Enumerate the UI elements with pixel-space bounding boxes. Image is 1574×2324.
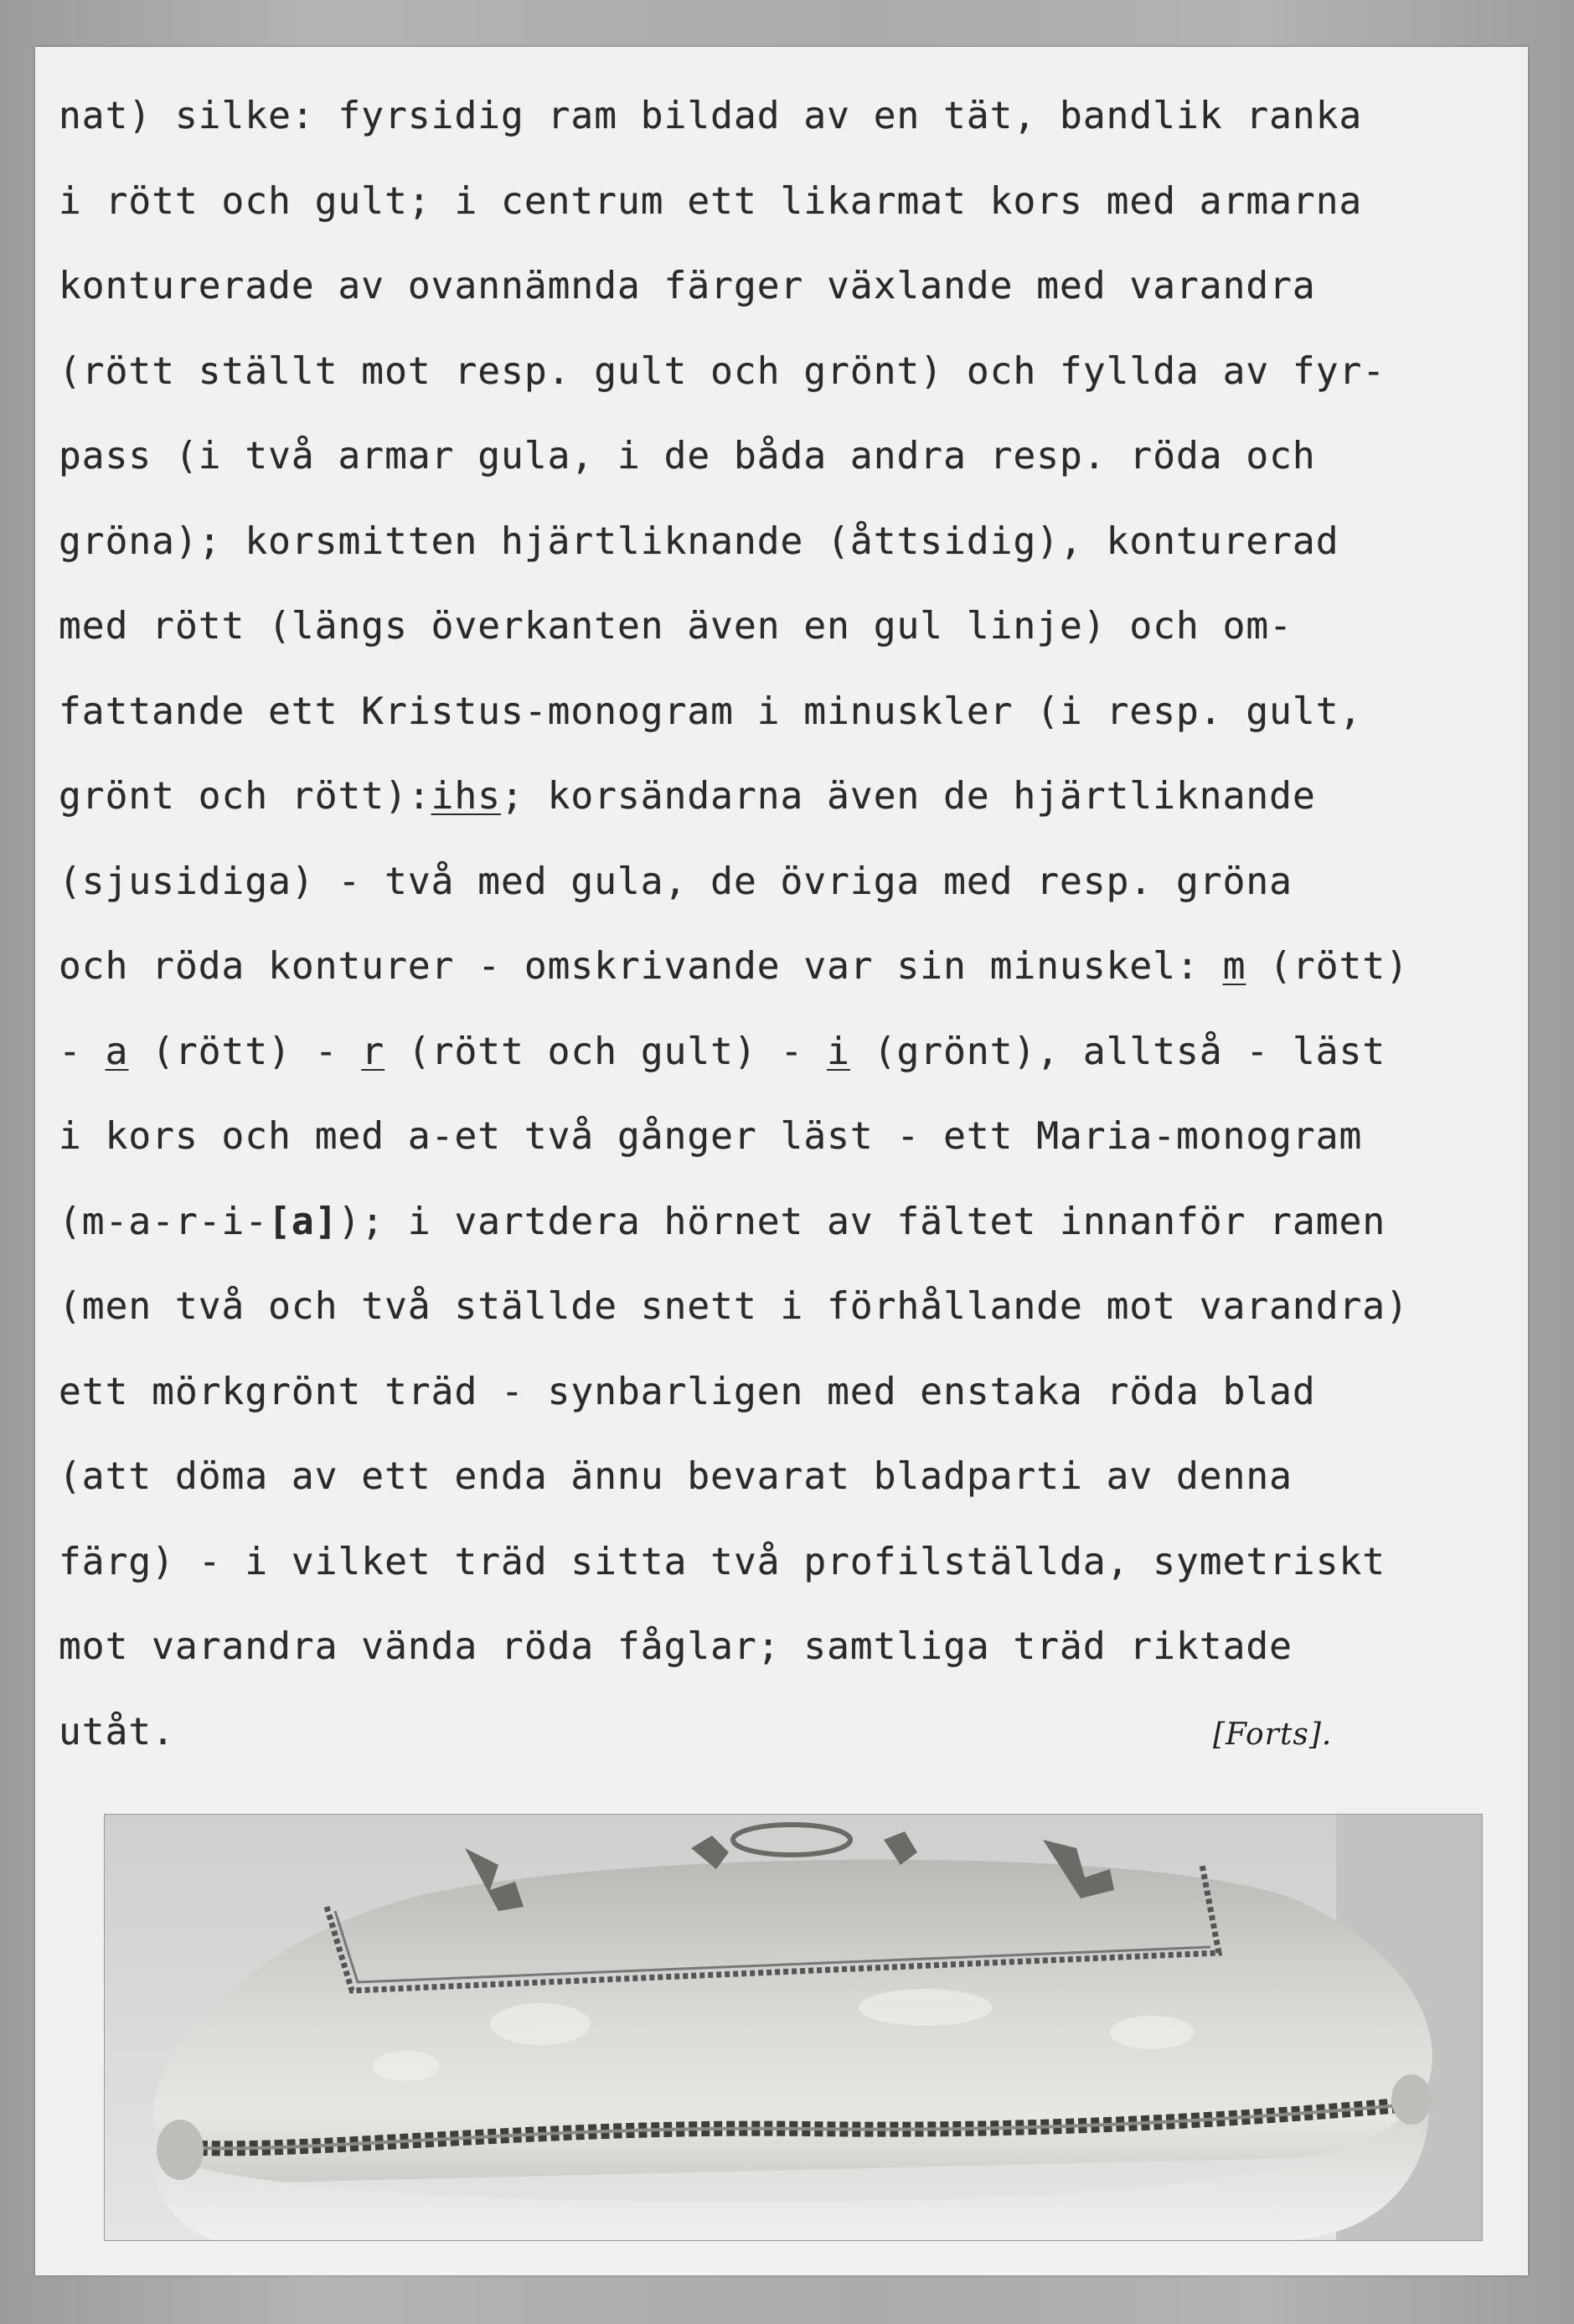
- text-line: (m-a-r-i-[a]); i vartdera hörnet av fältet innanför ramen: [59, 1200, 1386, 1243]
- cushion-illustration: [105, 1815, 1482, 2240]
- text-line: utåt.: [59, 1710, 175, 1753]
- minuscule-i: i: [827, 1030, 850, 1073]
- text-line: (att döma av ett enda ännu bevarat bladparti av denna: [59, 1455, 1293, 1498]
- minuscule-m: m: [1222, 945, 1246, 988]
- text-line: nat) silke: fyrsidig ram bildad av en tät, bandlik ranka: [59, 95, 1363, 137]
- text-line: - a (rött) - r (rött och gult) - i (grönt), alltså - läst: [59, 1030, 1386, 1073]
- cushion-left-corner: [157, 2120, 204, 2180]
- text-line: mot varandra vända röda fåglar; samtliga träd riktade: [59, 1625, 1293, 1668]
- text-line: (rött ställt mot resp. gult och grönt) och fyllda av fyr-: [59, 349, 1386, 393]
- minuscule-r: r: [361, 1030, 385, 1073]
- text-line: fattande ett Kristus-monogram i minuskler (i resp. gult,: [59, 689, 1363, 733]
- text-line: gröna); korsmitten hjärtliknande (åttsidig), konturerad: [59, 519, 1339, 563]
- cushion-right-corner: [1391, 2074, 1432, 2125]
- minuscule-a: a: [105, 1030, 129, 1073]
- text-line: och röda konturer - omskrivande var sin minuskel: m (rött): [59, 945, 1409, 988]
- ihs-monogram: ihs: [431, 775, 502, 818]
- text-line: (sjusidiga) - två med gula, de övriga med resp. gröna: [59, 860, 1293, 903]
- text-line: grönt och rött):ihs; korsändarna även de hjärtliknande: [59, 775, 1316, 818]
- text-line: pass (i två armar gula, i de båda andra resp. röda och: [59, 435, 1316, 478]
- cushion-photograph: [104, 1814, 1483, 2241]
- text-line: färg) - i vilket träd sitta två profilställda, symetriskt: [59, 1540, 1386, 1583]
- typed-text-block: [59, 74, 1516, 1774]
- handwritten-continuation-note: [Forts].: [1213, 1717, 1333, 1752]
- text-line: i kors och med a-et två gånger läst - ett Maria-monogram: [59, 1115, 1363, 1158]
- text-line: i rött och gult; i centrum ett likarmat kors med armarna: [59, 179, 1363, 223]
- text-line: (men två och två ställde snett i förhållande mot varandra): [59, 1285, 1409, 1328]
- text-line: med rött (längs överkanten även en gul linje) och om-: [59, 605, 1293, 648]
- handwritten-bracket-a: [a]: [268, 1200, 338, 1243]
- text-line: ett mörkgrönt träd - synbarligen med enstaka röda blad: [59, 1370, 1316, 1413]
- text-line: konturerade av ovannämnda färger växlande med varandra: [59, 265, 1316, 307]
